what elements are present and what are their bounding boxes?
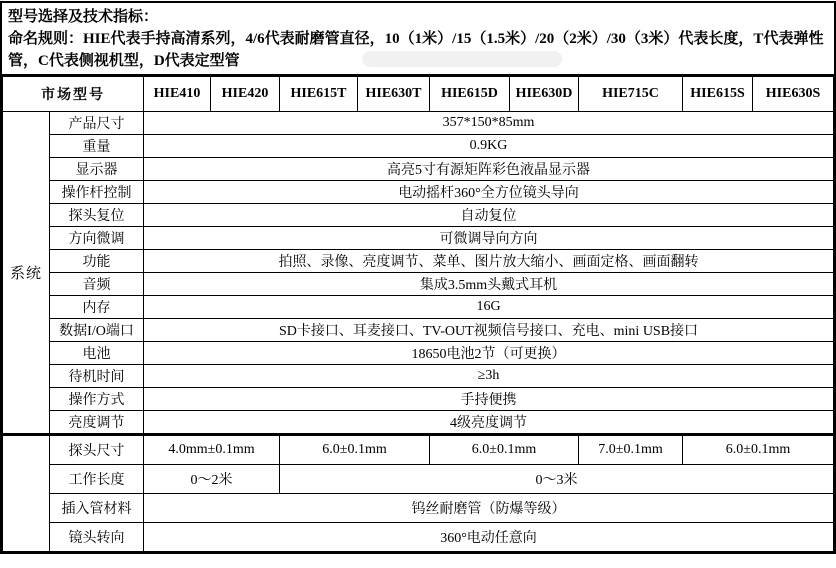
watermark-smudge: [362, 51, 562, 67]
spec-row-label: 镜头转向: [50, 523, 144, 552]
table-row: [3, 411, 834, 435]
table-row: [3, 181, 834, 204]
spec-row-label: 操作杆控制: [50, 181, 144, 204]
spec-row-label: 待机时间: [50, 365, 144, 388]
spec-row-value: 手持便携: [144, 388, 834, 411]
spec-row-label: 探头复位: [50, 204, 144, 227]
model-header-hie630s: HIE630S: [753, 77, 834, 112]
probe-size-value: 7.0±0.1mm: [579, 435, 683, 465]
spec-row-label: 探头尺寸: [50, 435, 144, 465]
tube-material-value: 钨丝耐磨管（防爆等级）: [144, 494, 834, 523]
model-header-hie615s: HIE615S: [683, 77, 753, 112]
spec-row-value: 拍照、录像、亮度调节、菜单、图片放大缩小、画面定格、画面翻转: [144, 250, 834, 273]
probe-group-cell-empty: [3, 435, 50, 552]
table-row: [3, 112, 834, 135]
spec-table: [2, 76, 834, 552]
spec-row-value: 357*150*85mm: [144, 112, 834, 135]
table-row: [3, 342, 834, 365]
model-header-hie410: HIE410: [144, 77, 211, 112]
spec-row-label: 方向微调: [50, 227, 144, 250]
spec-row-label: 亮度调节: [50, 411, 144, 435]
model-header-hie630d: HIE630D: [510, 77, 579, 112]
table-row: [3, 435, 834, 465]
corner-header-market-model: 市场型号: [3, 77, 144, 112]
spec-row-label: 电池: [50, 342, 144, 365]
table-row: [3, 273, 834, 296]
spec-row-label: 数据I/O端口: [50, 319, 144, 342]
table-row: [3, 135, 834, 158]
probe-size-value: 6.0±0.1mm: [430, 435, 579, 465]
spec-row-label: 插入管材料: [50, 494, 144, 523]
naming-rule-text: 命名规则：HIE代表手持高清系列，4/6代表耐磨管直径，10（1米）/15（1.5米）/20（2米）/30（3米）代表长度，T代表弹性管，C代表侧视机型，D代表定型管: [8, 31, 824, 69]
working-length-value: 0～2米: [144, 465, 280, 494]
probe-size-value: 6.0±0.1mm: [280, 435, 430, 465]
spec-row-label: 产品尺寸: [50, 112, 144, 135]
spec-row-value: 自动复位: [144, 204, 834, 227]
spec-row-value: 0.9KG: [144, 135, 834, 158]
table-row: [3, 158, 834, 181]
model-header-hie420: HIE420: [211, 77, 280, 112]
spec-row-label: 显示器: [50, 158, 144, 181]
table-row: [3, 319, 834, 342]
spec-row-value: 可微调导向方向: [144, 227, 834, 250]
probe-size-value: 6.0±0.1mm: [683, 435, 834, 465]
spec-row-value: 电动摇杆360°全方位镜头导向: [144, 181, 834, 204]
model-header-hie615d: HIE615D: [430, 77, 510, 112]
probe-size-value: 4.0mm±0.1mm: [144, 435, 280, 465]
spec-row-value: 16G: [144, 296, 834, 319]
table-row: [3, 227, 834, 250]
spec-row-label: 重量: [50, 135, 144, 158]
spec-row-label: 工作长度: [50, 465, 144, 494]
model-header-hie615t: HIE615T: [280, 77, 358, 112]
table-row: [3, 494, 834, 523]
table-row: [3, 296, 834, 319]
intro-block: [2, 3, 834, 76]
spec-row-value: 4级亮度调节: [144, 411, 834, 435]
spec-row-label: 操作方式: [50, 388, 144, 411]
working-length-value: 0～3米: [280, 465, 834, 494]
spec-row-label: 音频: [50, 273, 144, 296]
table-row: [3, 465, 834, 494]
intro-title: 型号选择及技术指标：: [8, 9, 159, 25]
model-header-hie715c: HIE715C: [579, 77, 683, 112]
system-group-label: 系统: [3, 112, 50, 435]
spec-sheet: [0, 1, 836, 554]
spec-row-value: SD卡接口、耳麦接口、TV-OUT视频信号接口、充电、mini USB接口: [144, 319, 834, 342]
model-header-row: [3, 77, 834, 112]
spec-row-label: 内存: [50, 296, 144, 319]
table-row: [3, 365, 834, 388]
spec-row-value: 高亮5寸有源矩阵彩色液晶显示器: [144, 158, 834, 181]
table-row: [3, 523, 834, 552]
model-header-hie630t: HIE630T: [358, 77, 430, 112]
table-row: [3, 388, 834, 411]
table-row: [3, 250, 834, 273]
spec-row-value: 18650电池2节（可更换）: [144, 342, 834, 365]
lens-direction-value: 360°电动任意向: [144, 523, 834, 552]
table-row: [3, 204, 834, 227]
spec-row-value: ≥3h: [144, 365, 834, 388]
spec-row-label: 功能: [50, 250, 144, 273]
spec-row-value: 集成3.5mm头戴式耳机: [144, 273, 834, 296]
